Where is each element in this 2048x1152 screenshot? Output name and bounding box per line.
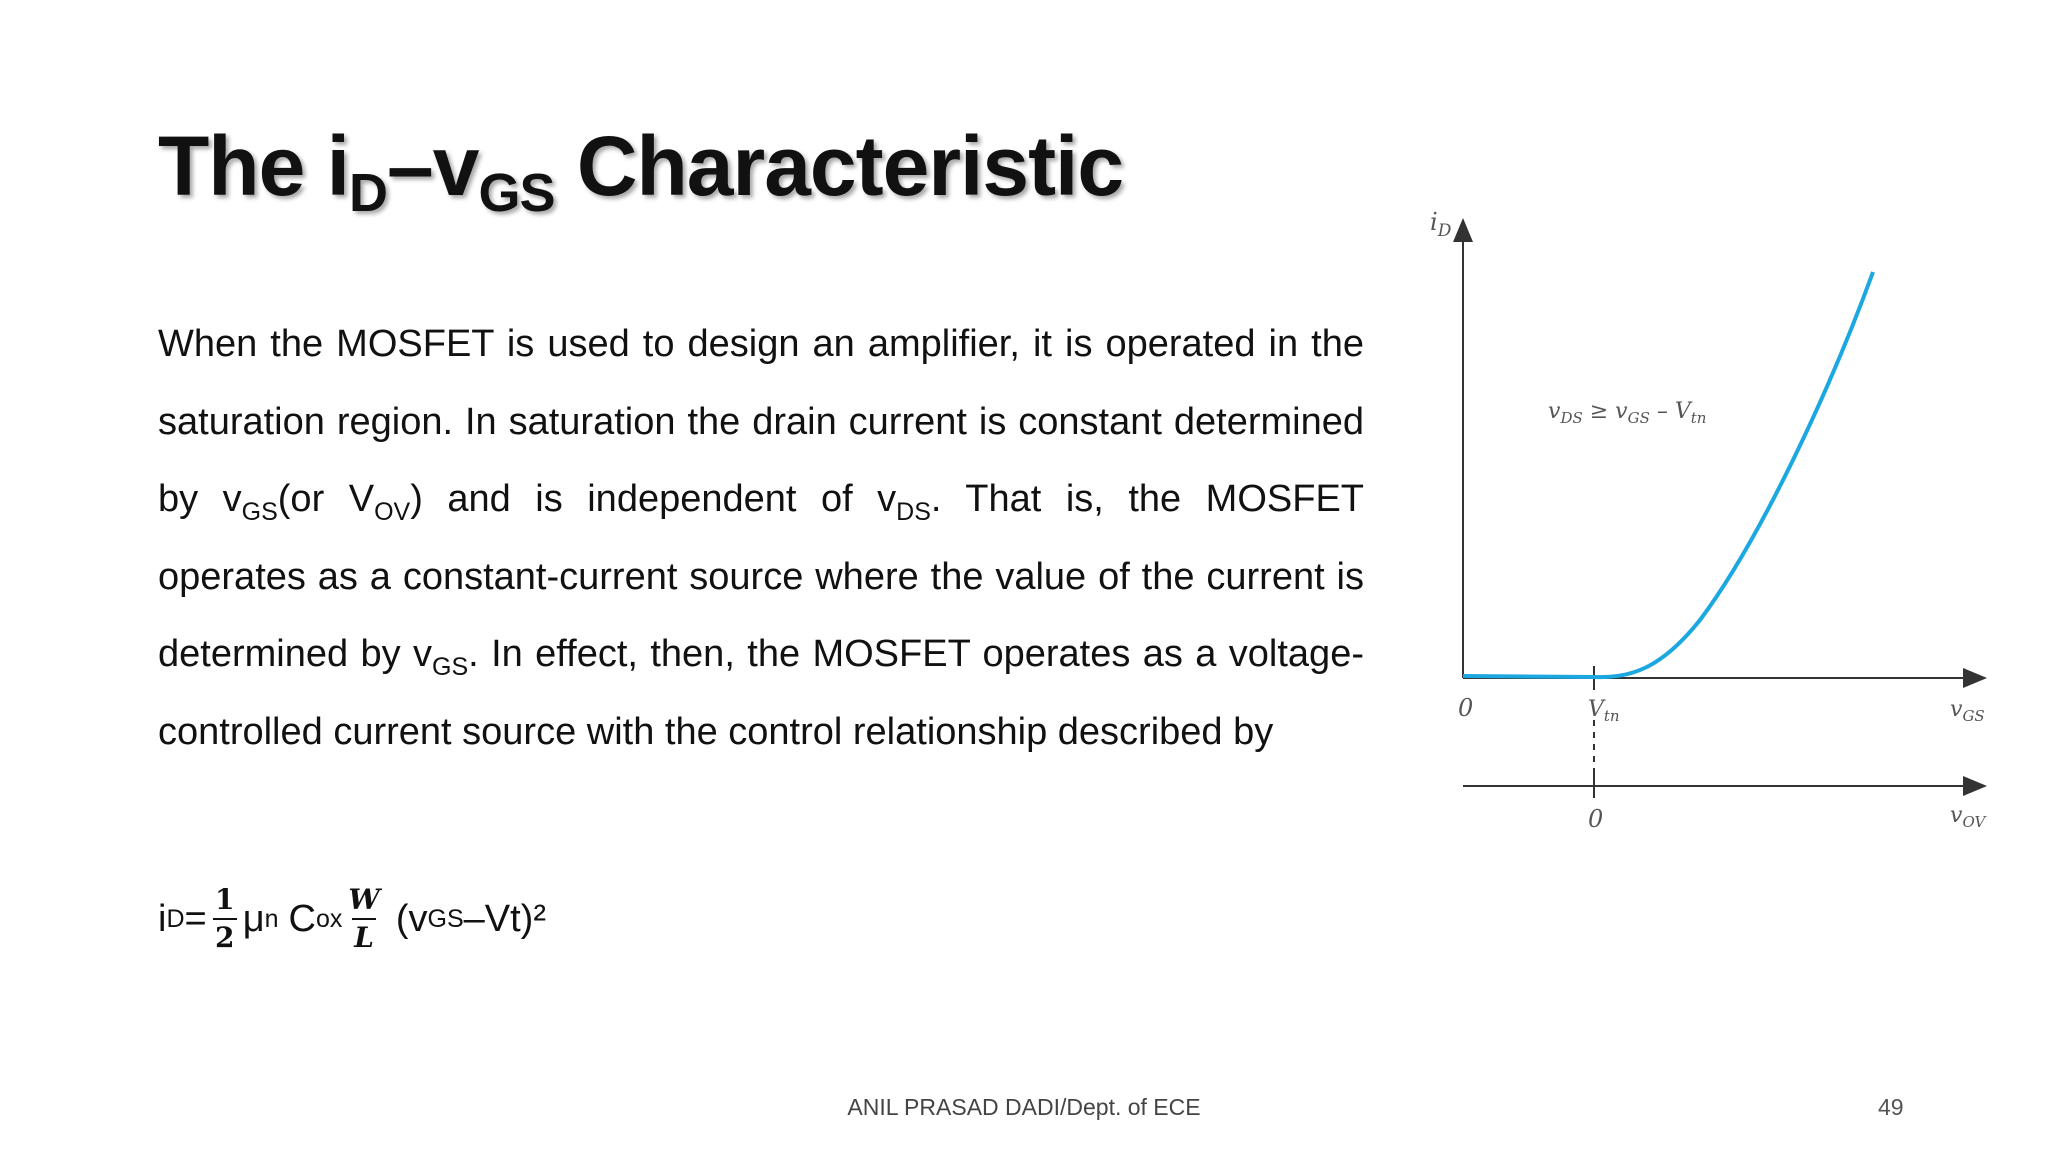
condition-label: $v_{DS} \ge v_{GS} - V_{tn}$ <box>1548 399 1707 427</box>
footer-author: ANIL PRASAD DADI/Dept. of ECE <box>847 1094 1201 1120</box>
x-axis-vov-label: $v_{OV}$ <box>1950 803 1986 831</box>
drain-current-formula: i D = $\frac{1}{2}$ μ n C ox $\frac{W}{L}$ (v GS –Vt)² <box>158 883 546 954</box>
x-axis-vgs-label: $v_{GS}$ <box>1950 697 1985 725</box>
vtn-label: $V_{tn}$ <box>1588 697 1620 725</box>
slide-title: The $i_D-v_{GS}$ Characteristic <box>158 119 1124 223</box>
body-paragraph: When the MOSFET is used to design an amplifier, it is operated in the saturation region. In saturation the drain current is constant determined by $v_{GS}(or$ $V_{OV}$) and is independent of $v_{DS}$. That is, the MOSFET operates as a constant-current source where the value of the current is determined by $v_{GS}$. In effect, then, the MOSFET operates as a voltage-controlled current source with the control relationship described by <box>158 323 1365 753</box>
origin-label: 0 <box>1458 694 1474 722</box>
id-vgs-graph <box>1430 200 1990 840</box>
ov-zero-label: 0 <box>1588 805 1604 833</box>
fraction-w-over-l: $\frac{W}{L}$ <box>348 883 380 954</box>
y-axis-label: $i_D$ <box>1430 208 1452 241</box>
page-number: 49 <box>1878 1094 1904 1120</box>
id-curve <box>1463 272 1873 677</box>
fraction-one-half: $\frac{1}{2}$ <box>213 884 237 954</box>
